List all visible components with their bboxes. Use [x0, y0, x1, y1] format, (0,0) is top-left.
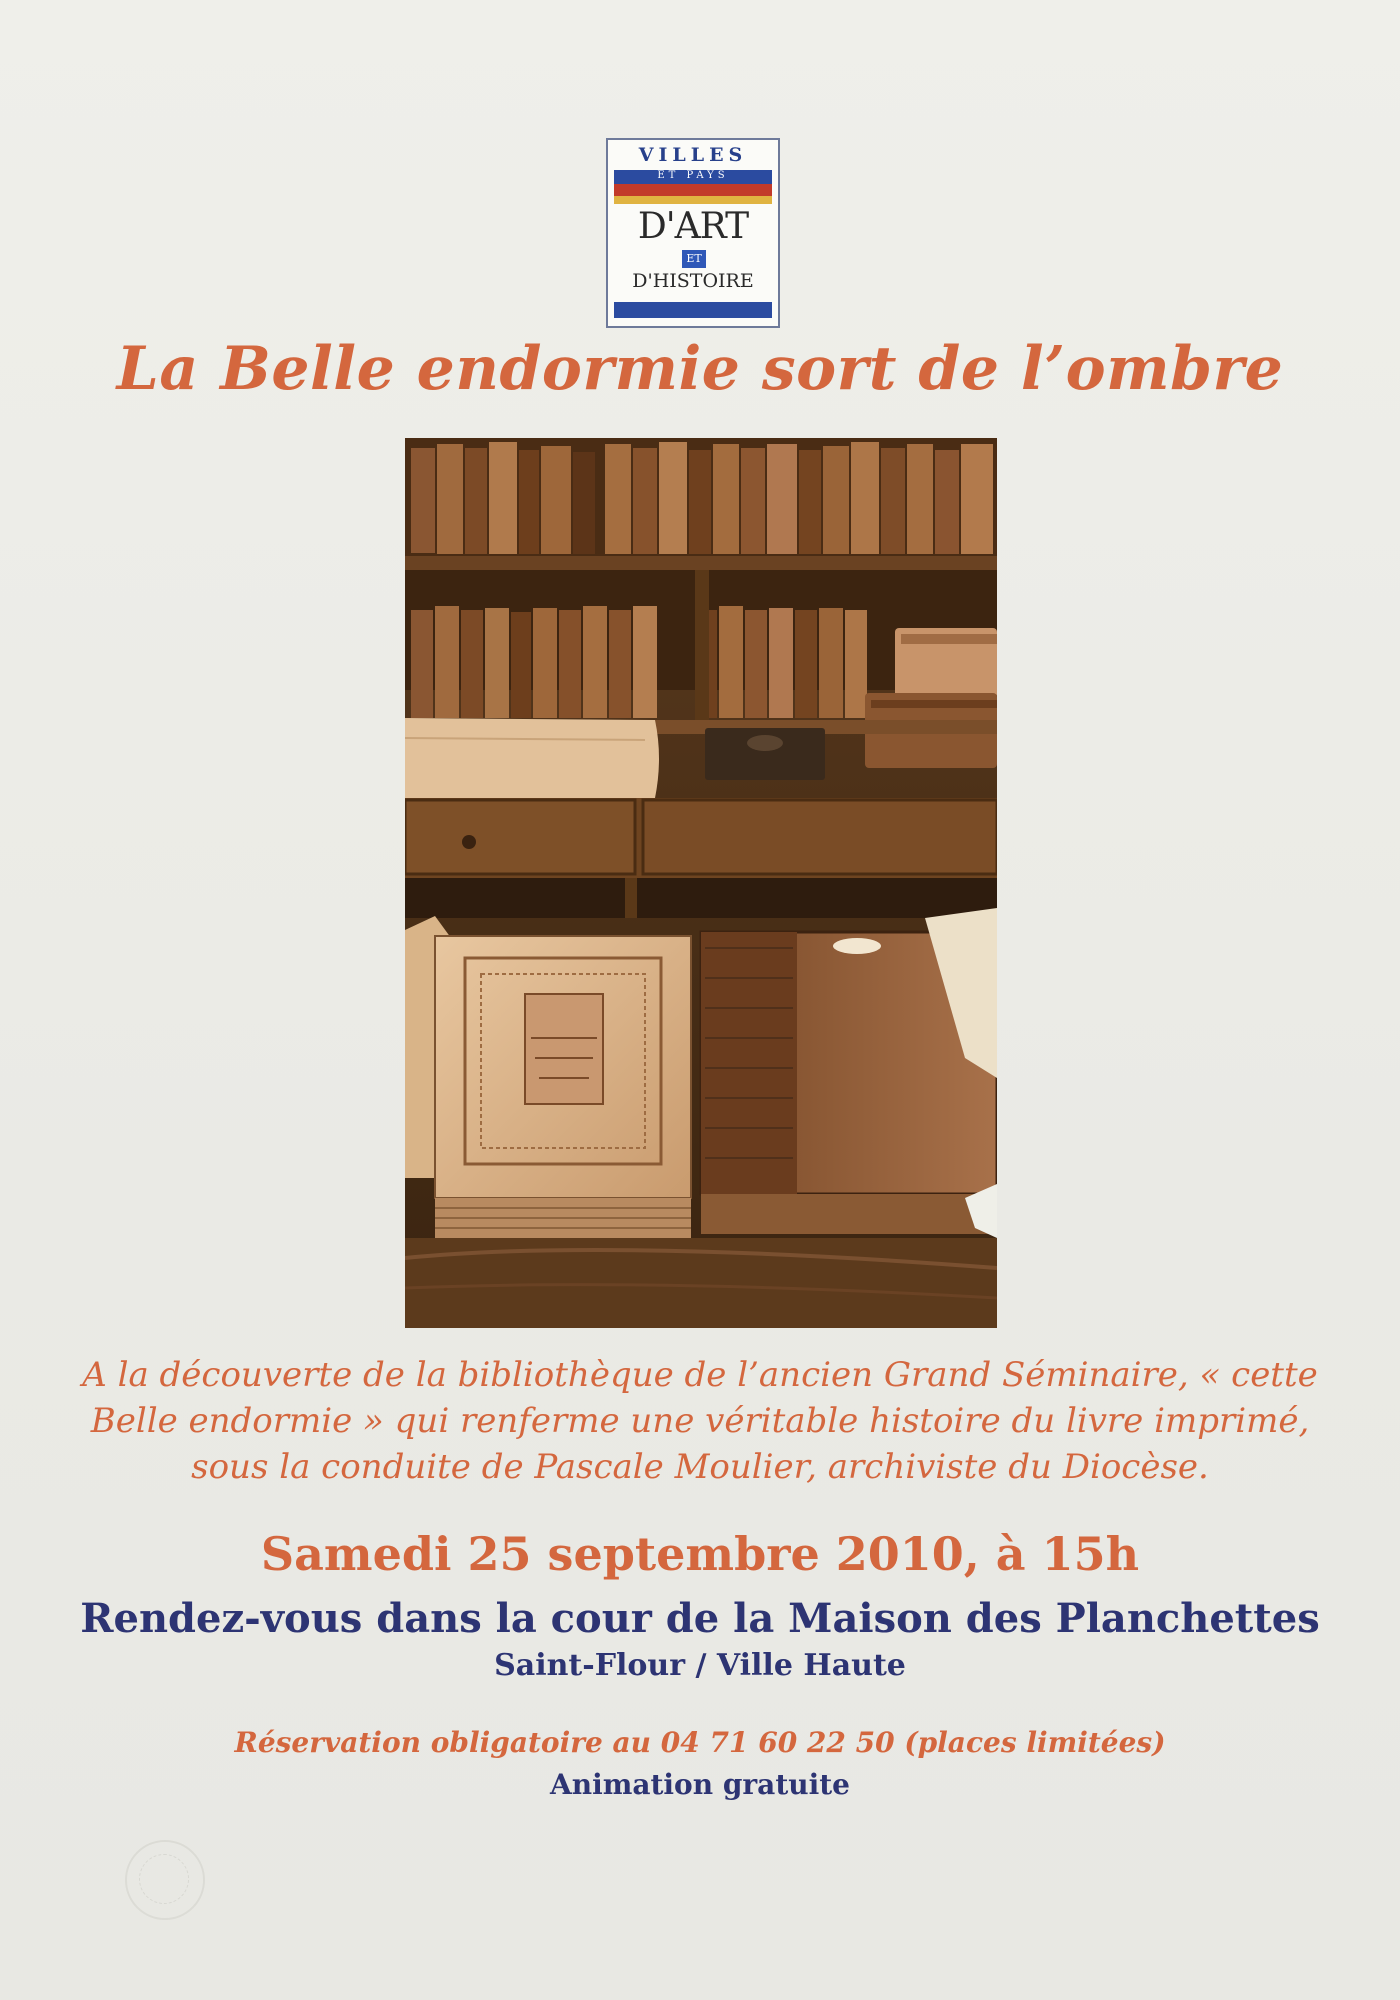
description-line-2: Belle endormie » qui renferme une véritable histoire du livre imprimé,: [90, 1401, 1310, 1441]
event-date: Samedi 25 septembre 2010, à 15h: [260, 1527, 1140, 1581]
logo-dhistoire-text: D'HISTOIRE: [632, 270, 754, 292]
price-info: Animation gratuite: [550, 1768, 850, 1801]
meeting-point: Rendez-vous dans la cour de la Maison des Planchettes: [80, 1595, 1320, 1642]
logo-yellow-band: [614, 196, 772, 204]
faded-stamp: [125, 1840, 205, 1920]
villes-art-histoire-logo: [606, 138, 780, 328]
description-line-1: A la découverte de la bibliothèque de l’ancien Grand Séminaire, « cette: [82, 1355, 1318, 1395]
description-line-3: sous la conduite de Pascale Moulier, archiviste du Diocèse.: [191, 1447, 1209, 1487]
logo-dart-text: D'ART: [637, 206, 749, 247]
logo-bottom-band: [614, 302, 772, 318]
logo-red-band: [614, 184, 772, 196]
description-block: [0, 1352, 1400, 1490]
logo-etpays-text: ET PAYS: [657, 170, 729, 181]
library-books-illustration: [405, 438, 997, 1328]
reservation-info: Réservation obligatoire au 04 71 60 22 50 (places limitées): [234, 1726, 1166, 1759]
library-books-photo: [405, 438, 997, 1328]
poster-title: La Belle endormie sort de l’ombre: [116, 334, 1284, 404]
logo-villes-text: VILLES: [638, 144, 748, 166]
event-location: Saint-Flour / Ville Haute: [494, 1648, 906, 1683]
logo-et-text: ET: [682, 250, 706, 268]
